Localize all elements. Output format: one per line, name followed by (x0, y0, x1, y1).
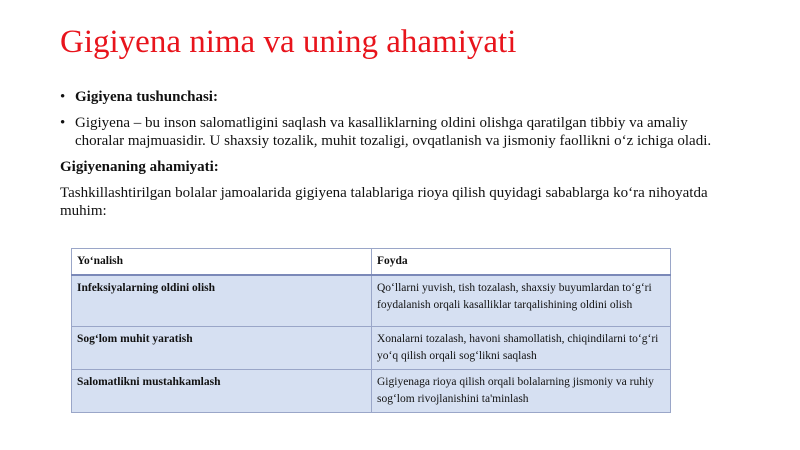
bullet-item (60, 88, 740, 106)
intro-paragraph: Tashkillashtirilgan bolalar jamoalarida gigiyena talablariga rioya qilish quyidagi sabablarga ko‘ra nihoyatda muhim: (60, 185, 708, 219)
table-row (72, 370, 671, 413)
table-cell-benefit: Qo‘llarni yuvish, tish tozalash, shaxsiy buyumlardan to‘g‘ri foydalanish orqali kasalliklar tarqalishining oldini olish (372, 275, 671, 327)
table-cell-direction: Salomatlikni mustahkamlash (72, 370, 372, 413)
table-header-row (72, 249, 671, 276)
table-cell-benefit: Xonalarni tozalash, havoni shamollatish, chiqindilarni to‘g‘ri yo‘q qilish orqali sog‘likni saqlash (372, 327, 671, 370)
slide-title: Gigiyena nima va uning ahamiyati (60, 24, 517, 60)
benefits-table (71, 248, 671, 413)
table-cell-direction: Sog‘lom muhit yaratish (72, 327, 372, 370)
table-cell-benefit: Gigiyenaga rioya qilish orqali bolalarning jismoniy va ruhiy sog‘lom rivojlanishini ta'minlash (372, 370, 671, 413)
slide-body (60, 88, 740, 228)
table-cell-direction: Infeksiyalarning oldini olish (72, 275, 372, 327)
section-heading: Gigiyenaning ahamiyati: (60, 159, 219, 175)
bullet-dot-icon: • (60, 115, 66, 131)
table-header-direction: Yo‘nalish (72, 249, 372, 276)
table-header-benefit: Foyda (372, 249, 671, 276)
bullet-dot-icon: • (60, 89, 66, 105)
bullet-text: Gigiyena tushunchasi: (75, 89, 218, 105)
table-row (72, 275, 671, 327)
bullet-item (60, 114, 740, 150)
bullet-text: Gigiyena – bu inson salomatligini saqlash va kasalliklarning oldini olishga qaratilgan tibbiy va amaliy choralar majmuasidir. U shaxsiy tozalik, muhit tozaligi, ovqatlanish va jismoniy faollikni o‘z ichiga oladi. (75, 115, 712, 149)
table-row (72, 327, 671, 370)
